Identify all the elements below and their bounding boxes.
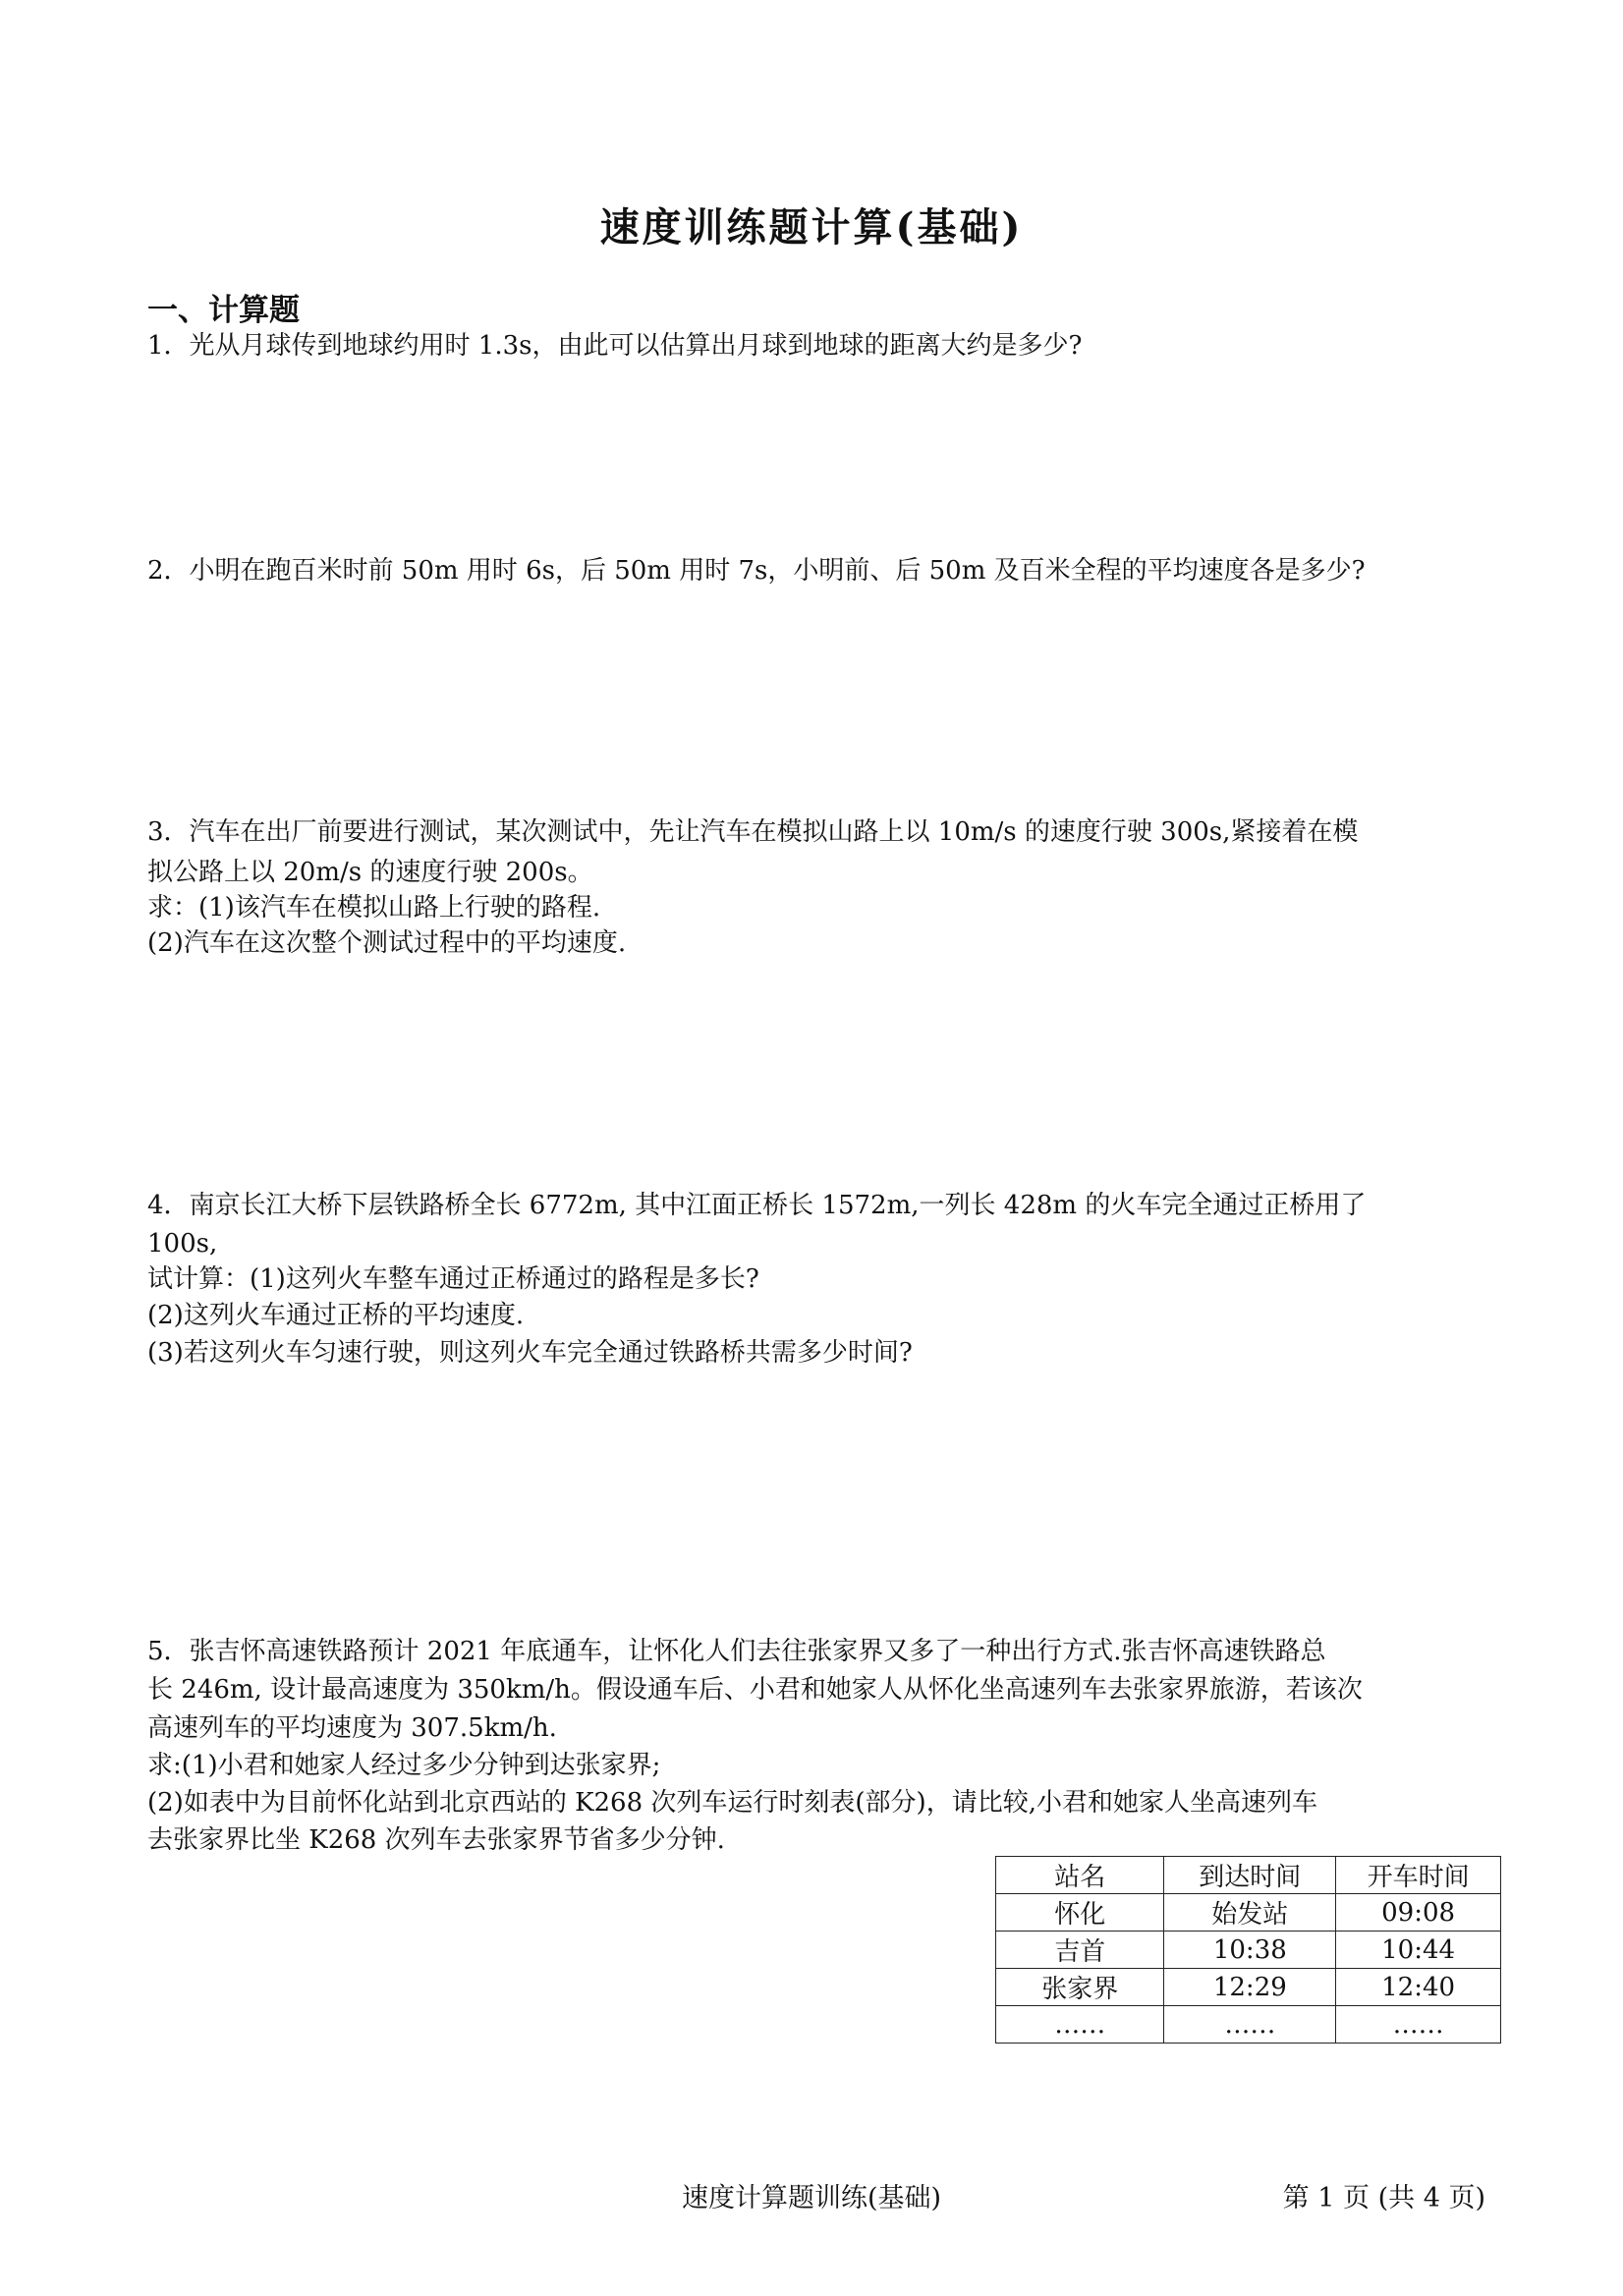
question-5-line-1: 5．张吉怀高速铁路预计 2021 年底通车，让怀化人们去往张家界又多了一种出行方式.张吉怀高速铁路总 <box>147 1637 1326 1666</box>
cell-arrival: 始发站 <box>1164 1894 1336 1932</box>
cell-station: …… <box>996 2006 1164 2044</box>
page-number: 第 1 页 (共 4 页) <box>1282 2183 1485 2213</box>
question-3-line-2: 拟公路上以 20m/s 的速度行驶 200s。 <box>147 858 593 887</box>
question-1-text: 1．光从月球传到地球约用时 1.3s，由此可以估算出月球到地球的距离大约是多少? <box>147 331 1083 361</box>
question-3-part-1: 求：(1)该汽车在模拟山路上行驶的路程. <box>147 893 601 923</box>
header-station: 站名 <box>996 1857 1164 1894</box>
question-5-part-2: (2)如表中为目前怀化站到北京西站的 K268 次列车运行时刻表(部分)，请比较,小君和她家人坐高速列车 <box>147 1788 1317 1818</box>
question-5-line-2: 长 246m, 设计最高速度为 350km/h。假设通车后、小君和她家人从怀化坐高速列车去张家界旅游，若该次 <box>147 1675 1363 1705</box>
footer-title: 速度计算题训练(基础) <box>681 2183 942 2213</box>
question-5-line-3: 高速列车的平均速度为 307.5km/h. <box>147 1713 557 1743</box>
cell-arrival: …… <box>1164 2006 1336 2044</box>
question-4-part-1: 试计算：(1)这列火车整车通过正桥通过的路程是多长? <box>147 1264 759 1294</box>
cell-station: 吉首 <box>996 1932 1164 1969</box>
question-4-part-3: (3)若这列火车匀速行驶，则这列火车完全通过铁路桥共需多少时间? <box>147 1338 913 1368</box>
cell-departure: 09:08 <box>1336 1894 1501 1932</box>
question-4-part-2: (2)这列火车通过正桥的平均速度. <box>147 1301 525 1330</box>
cell-departure: …… <box>1336 2006 1501 2044</box>
header-departure: 开车时间 <box>1336 1857 1501 1894</box>
cell-arrival: 10:38 <box>1164 1932 1336 1969</box>
question-5-part-1: 求:(1)小君和她家人经过多少分钟到达张家界; <box>147 1751 661 1780</box>
train-timetable <box>995 1856 1501 2044</box>
cell-departure: 10:44 <box>1336 1932 1501 1969</box>
table-header-row <box>996 1857 1501 1894</box>
table-row <box>996 1969 1501 2006</box>
question-3-line-1: 3．汽车在出厂前要进行测试，某次测试中，先让汽车在模拟山路上以 10m/s 的速度行驶 300s,紧接着在模 <box>147 817 1359 847</box>
question-2-text: 2．小明在跑百米时前 50m 用时 6s，后 50m 用时 7s，小明前、后 50m 及百米全程的平均速度各是多少? <box>147 556 1366 586</box>
page-title: 速度训练题计算(基础) <box>599 204 1024 251</box>
question-3-part-2: (2)汽车在这次整个测试过程中的平均速度. <box>147 928 627 958</box>
cell-station: 怀化 <box>996 1894 1164 1932</box>
cell-arrival: 12:29 <box>1164 1969 1336 2006</box>
section-heading: 一、计算题 <box>147 293 300 328</box>
question-4-line-2: 100s, <box>147 1229 218 1259</box>
question-5-line-6: 去张家界比坐 K268 次列车去张家界节省多少分钟. <box>147 1825 725 1855</box>
question-4-line-1: 4．南京长江大桥下层铁路桥全长 6772m, 其中江面正桥长 1572m,一列长 428m 的火车完全通过正桥用了 <box>147 1191 1367 1220</box>
cell-station: 张家界 <box>996 1969 1164 2006</box>
table-row <box>996 2006 1501 2044</box>
header-arrival: 到达时间 <box>1164 1857 1336 1894</box>
cell-departure: 12:40 <box>1336 1969 1501 2006</box>
table-row <box>996 1894 1501 1932</box>
table-row <box>996 1932 1501 1969</box>
